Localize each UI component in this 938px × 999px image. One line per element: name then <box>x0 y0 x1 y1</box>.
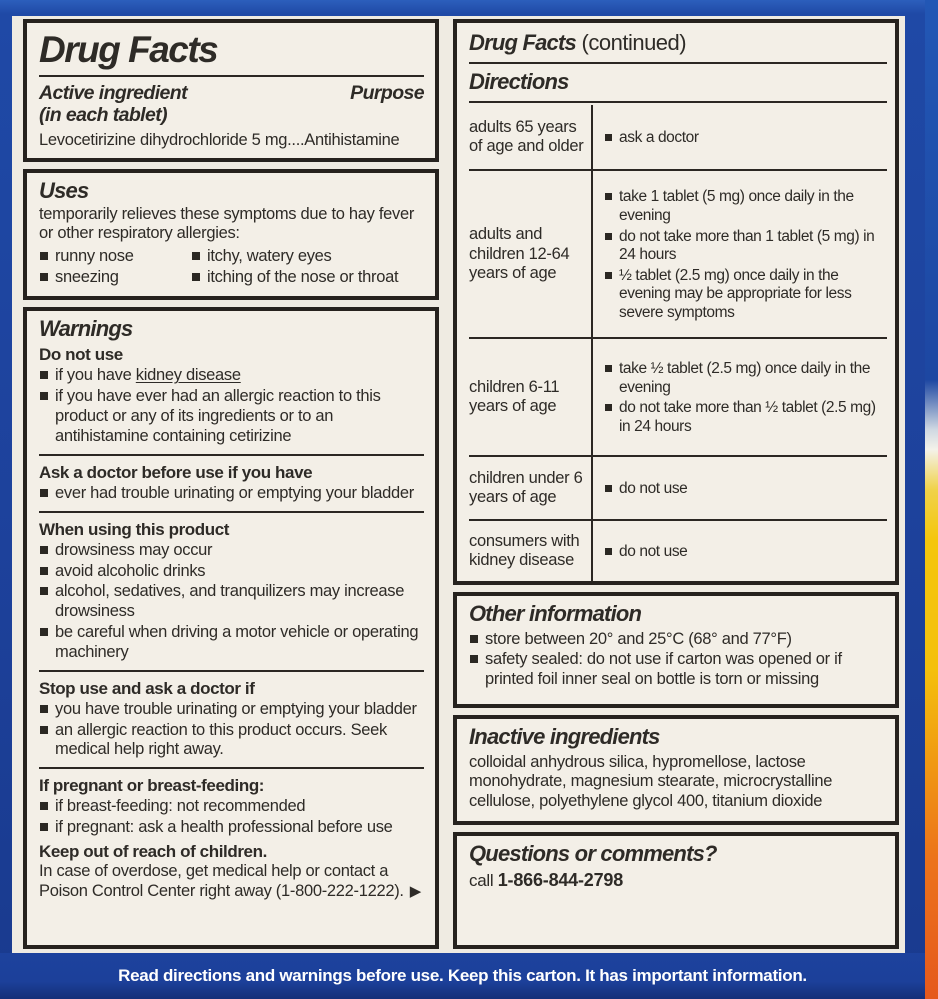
divider <box>39 511 424 513</box>
bullet-square-icon <box>605 193 612 200</box>
bullet-item <box>604 543 887 562</box>
carton-edge-gradient <box>925 0 938 999</box>
directions-row-content <box>593 521 887 581</box>
bullet-square-icon <box>40 546 48 554</box>
drug-facts-title: Drug Facts <box>39 29 218 70</box>
bullet-text: take ½ tablet (2.5 mg) once daily in the evening <box>619 360 871 396</box>
bullet-item <box>604 129 887 148</box>
bullet-square-icon <box>40 726 48 734</box>
bullet-item <box>191 268 424 288</box>
warning-section-heading: If pregnant or breast-feeding: <box>39 776 265 796</box>
divider <box>39 454 424 456</box>
warning-section-heading: Do not use <box>39 345 123 365</box>
directions-row-label: children under 6 years of age <box>469 457 593 519</box>
bullet-text: do not take more than 1 tablet (5 mg) in 24 hours <box>619 227 875 264</box>
divider <box>469 62 887 64</box>
bullet-square-icon <box>605 272 612 279</box>
directions-row <box>469 169 887 337</box>
bullet-text: if breast-feeding: not recommended <box>55 797 306 816</box>
uses-box <box>23 169 439 300</box>
directions-row <box>469 519 887 581</box>
bullet-square-icon <box>40 705 48 713</box>
bullet-square-icon <box>40 489 48 497</box>
directions-row-label: consumers with kidney disease <box>469 521 593 581</box>
bullet-square-icon <box>40 628 48 636</box>
bullet-text: ½ tablet (2.5 mg) once daily in the evening may be appropriate for less severe symptoms <box>619 266 852 321</box>
uses-intro: temporarily relieves these symptoms due to hay fever or other respiratory allergies: <box>39 204 415 243</box>
bullet-text: store between 20° and 25°C (68° and 77°F) <box>485 629 792 648</box>
directions-row-content <box>593 171 887 337</box>
warning-section-heading: When using this product <box>39 519 230 539</box>
bullet-square-icon <box>192 273 200 281</box>
warnings-title: Warnings <box>39 315 133 341</box>
warning-section <box>39 775 424 838</box>
bullet-item <box>39 700 424 720</box>
questions-title: Questions or comments? <box>469 841 717 867</box>
other-information-box <box>453 592 899 708</box>
bullet-square-icon <box>40 823 48 831</box>
bullet-item <box>39 562 424 582</box>
bullet-text: if you have ever had an allergic reaction to this product or any of its ingredients or to an antihistamine containing cetirizine <box>55 387 381 445</box>
bullet-text: safety sealed: do not use if carton was opened or if printed foil inner seal on bottle is torn or missing <box>485 650 842 689</box>
bullet-square-icon <box>605 233 612 240</box>
active-ingredient-value: Levocetirizine dihydrochloride 5 mg....Antihistamine <box>39 130 400 149</box>
directions-title: Directions <box>469 69 569 95</box>
directions-row-content <box>593 339 887 455</box>
divider <box>39 670 424 672</box>
warning-section <box>39 678 424 761</box>
bullet-item <box>39 623 424 663</box>
active-ingredient-subheading: (in each tablet) <box>39 103 168 126</box>
warning-section-heading: Keep out of reach of children. <box>39 842 267 862</box>
inactive-ingredients-text: colloidal anhydrous silica, hypromellose, lactose monohydrate, magnesium stearate, microcrystalline cellulose, polyethylene glycol 400, titanium dioxide <box>469 752 833 811</box>
bullet-item <box>604 360 887 397</box>
bullet-item <box>39 721 424 761</box>
underlined-term: kidney disease <box>135 366 241 385</box>
bullet-item <box>604 399 887 436</box>
bullet-square-icon <box>40 252 48 260</box>
bullet-text: if you have kidney disease <box>55 366 241 385</box>
directions-row-label: adults 65 years of age and older <box>469 105 593 169</box>
bullet-item <box>39 818 424 838</box>
bullet-item <box>604 188 887 225</box>
warning-section-heading: Ask a doctor before use if you have <box>39 462 313 482</box>
bullet-square-icon <box>40 371 48 379</box>
inactive-ingredients-box <box>453 715 899 825</box>
bullet-text: take 1 tablet (5 mg) once daily in the evening <box>619 188 854 224</box>
bullet-square-icon <box>40 587 48 595</box>
purpose-heading: Purpose <box>350 81 424 104</box>
uses-bullet-col1 <box>39 246 191 288</box>
directions-row-label: children 6-11 years of age <box>469 339 593 455</box>
bullet-item <box>469 630 884 650</box>
bullet-item <box>39 387 424 446</box>
active-ingredient-row <box>39 83 424 105</box>
bullet-text: be careful when driving a motor vehicle or operating machinery <box>55 622 419 661</box>
bullet-item <box>39 484 424 504</box>
uses-bullet-col2 <box>191 246 424 288</box>
bullet-square-icon <box>605 404 612 411</box>
bullet-square-icon <box>470 655 478 663</box>
footer-text: Read directions and warnings before use. Keep this carton. It has important information. <box>118 966 807 985</box>
footer-bar <box>0 953 925 999</box>
bullet-text: drowsiness may occur <box>55 540 213 559</box>
other-information-bullets <box>469 630 884 690</box>
warning-section <box>39 841 424 902</box>
bullet-text: ever had trouble urinating or emptying your bladder <box>55 483 414 502</box>
bullet-item <box>39 247 191 267</box>
drug-facts-continued-bold: Drug Facts <box>469 30 576 55</box>
bullet-text: do not take more than ½ tablet (2.5 mg) in 24 hours <box>619 399 876 436</box>
directions-table <box>469 105 887 581</box>
divider <box>469 101 887 103</box>
warning-section <box>39 519 424 663</box>
bullet-item <box>604 480 887 499</box>
bullet-text: itchy, watery eyes <box>207 247 332 266</box>
bullet-item <box>604 267 887 323</box>
bullet-text: runny nose <box>55 247 134 266</box>
call-prefix: call <box>469 870 498 890</box>
directions-row-content <box>593 105 887 169</box>
bullet-item <box>469 650 884 690</box>
bullet-text: alcohol, sedatives, and tranquilizers may increase drowsiness <box>55 582 405 621</box>
bullet-text: avoid alcoholic drinks <box>55 561 206 580</box>
uses-title: Uses <box>39 177 89 203</box>
bullet-text: do not use <box>619 543 688 561</box>
directions-row <box>469 337 887 455</box>
bullet-item <box>39 541 424 561</box>
warning-section-paragraph: In case of overdose, get medical help or contact a Poison Control Center right away (1-800-222-1222). ▶ <box>39 862 422 901</box>
uses-bullet-columns <box>39 246 424 288</box>
bullet-square-icon <box>605 485 612 492</box>
bullet-item <box>604 228 887 265</box>
bullet-text: an allergic reaction to this product occurs. Seek medical help right away. <box>55 720 387 759</box>
bullet-square-icon <box>192 252 200 260</box>
divider <box>39 767 424 769</box>
questions-call-line <box>469 870 884 891</box>
bullet-text: ask a doctor <box>619 129 699 147</box>
bullet-text: if pregnant: ask a health professional before use <box>55 818 393 837</box>
drug-facts-continued-suffix: (continued) <box>575 30 687 55</box>
inactive-ingredients-title: Inactive ingredients <box>469 724 660 750</box>
drug-facts-continued-title <box>469 29 887 55</box>
drug-facts-header-box <box>23 19 439 162</box>
warning-section-heading: Stop use and ask a doctor if <box>39 678 255 698</box>
bullet-text: sneezing <box>55 268 119 287</box>
bullet-text: you have trouble urinating or emptying your bladder <box>55 699 417 718</box>
bullet-item <box>39 582 424 622</box>
warnings-sections <box>39 344 424 902</box>
bullet-square-icon <box>40 392 48 400</box>
bullet-square-icon <box>470 635 478 643</box>
bullet-square-icon <box>605 134 612 141</box>
pointer-arrow-icon: ▶ <box>409 883 422 901</box>
bullet-item <box>39 797 424 817</box>
directions-box <box>453 19 899 585</box>
active-ingredient-heading: Active ingredient <box>39 81 187 104</box>
bullet-item <box>39 268 191 288</box>
bullet-text: do not use <box>619 480 688 498</box>
directions-row-content <box>593 457 887 519</box>
left-column <box>23 19 439 949</box>
divider <box>39 75 424 77</box>
questions-box <box>453 832 899 949</box>
bullet-square-icon <box>40 802 48 810</box>
other-information-title: Other information <box>469 601 642 627</box>
bullet-square-icon <box>40 273 48 281</box>
bullet-text: itching of the nose or throat <box>207 268 399 287</box>
bullet-square-icon <box>605 548 612 555</box>
bullet-item <box>39 366 424 386</box>
bullet-square-icon <box>40 567 48 575</box>
warning-section <box>39 462 424 504</box>
directions-row-label: adults and children 12-64 years of age <box>469 171 593 337</box>
drug-facts-label <box>12 16 905 953</box>
directions-row <box>469 455 887 519</box>
right-column <box>453 19 899 949</box>
warning-section <box>39 344 424 446</box>
directions-row <box>469 105 887 169</box>
phone-number: 1-866-844-2798 <box>497 869 624 890</box>
bullet-square-icon <box>605 365 612 372</box>
warnings-box <box>23 307 439 949</box>
bullet-item <box>191 247 424 267</box>
